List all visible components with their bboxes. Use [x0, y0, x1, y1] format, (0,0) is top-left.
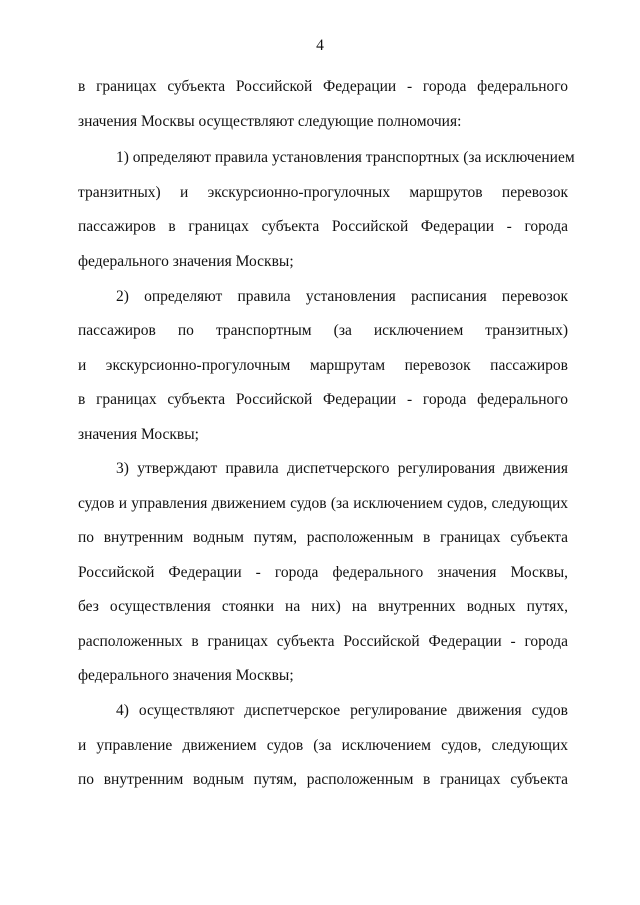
text-line: по внутренним водным путям, расположенным в границах субъекта — [78, 771, 568, 788]
text-line: федерального значения Москвы; — [78, 667, 294, 684]
text-line: значения Москвы осуществляют следующие полномочия: — [78, 113, 462, 130]
text-line: в границах субъекта Российской Федерации - города федерального — [78, 78, 568, 95]
text-line: 1) определяют правила установления транспортных (за исключением — [116, 149, 575, 166]
text-line: и экскурсионно-прогулочным маршрутам перевозок пассажиров — [78, 357, 568, 374]
text-line: без осуществления стоянки на них) на внутренних водных путях, — [78, 598, 568, 615]
text-line: и управление движением судов (за исключением судов, следующих — [78, 737, 568, 754]
text-line: Российской Федерации - города федерального значения Москвы, — [78, 564, 568, 581]
text-line: судов и управления движением судов (за исключением судов, следующих — [78, 495, 568, 512]
text-line: в границах субъекта Российской Федерации - города федерального — [78, 391, 568, 408]
page-number: 4 — [316, 37, 324, 54]
text-line: 4) осуществляют диспетчерское регулирование движения судов — [116, 702, 568, 719]
text-line: пассажиров в границах субъекта Российской Федерации - города — [78, 218, 568, 235]
text-line: пассажиров по транспортным (за исключением транзитных) — [78, 322, 568, 339]
text-line: по внутренним водным путям, расположенным в границах субъекта — [78, 529, 568, 546]
text-line: транзитных) и экскурсионно-прогулочных маршрутов перевозок — [78, 184, 568, 201]
text-line: расположенных в границах субъекта Российской Федерации - города — [78, 633, 568, 650]
text-line: значения Москвы; — [78, 426, 199, 443]
text-line: 3) утверждают правила диспетчерского регулирования движения — [116, 460, 568, 477]
text-line: федерального значения Москвы; — [78, 253, 294, 270]
text-line: 2) определяют правила установления расписания перевозок — [116, 288, 568, 305]
